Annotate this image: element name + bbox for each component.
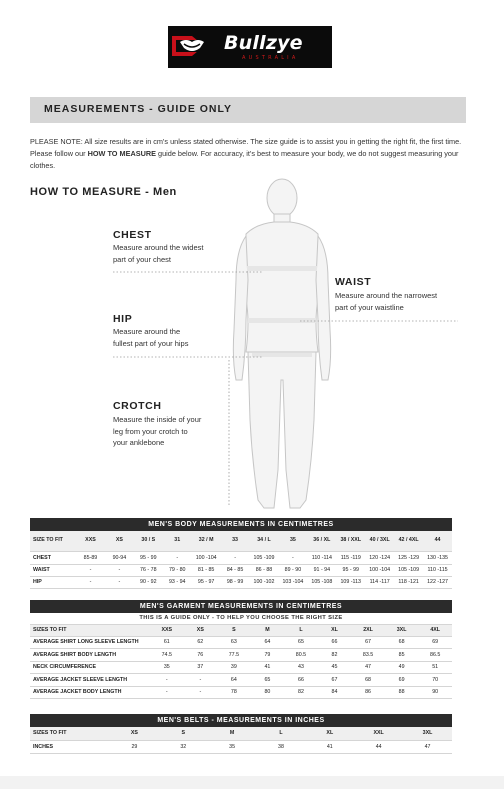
table-cell: 103 -104 xyxy=(278,576,307,588)
table-cell: 90 - 92 xyxy=(134,576,163,588)
table-cell: 70 xyxy=(418,674,452,687)
table-row xyxy=(30,551,452,564)
table-cell: 64 xyxy=(251,636,285,649)
table-cell: 95 - 99 xyxy=(336,564,365,576)
table-cell: 110 -115 xyxy=(423,564,452,576)
banner-title: MEASUREMENTS - GUIDE ONLY xyxy=(44,103,232,115)
table-cell: 64 xyxy=(217,674,251,687)
table-cell: 78 xyxy=(217,686,251,699)
table-cell: 86 - 88 xyxy=(250,564,279,576)
hip-desc-line2: fullest part of your hips xyxy=(113,338,189,348)
brand-sub: AUSTRALIA xyxy=(242,55,299,61)
row-label: NECK CIRCUMFERENCE xyxy=(30,661,150,674)
table-cell: 105 -108 xyxy=(307,576,336,588)
garment-table-subtitle: THIS IS A GUIDE ONLY - TO HELP YOU CHOOSE THE RIGHT SIZE xyxy=(30,613,452,624)
garment-header-cell: SIZES TO FIT xyxy=(30,624,150,636)
page-footer-band xyxy=(0,776,504,789)
crotch-desc-line2: leg from your crotch to xyxy=(113,426,188,436)
garment-header-cell: M xyxy=(251,624,285,636)
table-cell: 100 -104 xyxy=(192,551,221,564)
table-cell: 49 xyxy=(385,661,419,674)
table-cell: 122 -127 xyxy=(423,576,452,588)
hip-desc xyxy=(113,326,188,349)
table-cell: 68 xyxy=(351,674,385,687)
table-row xyxy=(30,564,452,576)
garment-header-cell: 4XL xyxy=(418,624,452,636)
belts-header-cell: XXL xyxy=(354,727,403,740)
table-row xyxy=(30,674,452,687)
chest-desc-line2: part of your chest xyxy=(113,254,171,264)
table-cell: 76 - 78 xyxy=(134,564,163,576)
body-header-cell: XXS xyxy=(76,531,105,551)
table-cell: 84 - 85 xyxy=(221,564,250,576)
belts-header-cell: XL xyxy=(305,727,354,740)
row-label: CHEST xyxy=(30,551,76,564)
note-part2: guide below. For accuracy, it's best to measure your body, we do not suggest measuring your clothes. xyxy=(30,149,459,170)
garment-header-cell: S xyxy=(217,624,251,636)
body-header-cell: 35 xyxy=(278,531,307,551)
table-cell: 41 xyxy=(251,661,285,674)
table-cell: 80.5 xyxy=(284,649,318,662)
chest-desc xyxy=(113,242,203,265)
table-cell: 105 -109 xyxy=(394,564,423,576)
row-label: HIP xyxy=(30,576,76,588)
body-header-cell: 32 / M xyxy=(192,531,221,551)
waist-desc-line2: part of your waistline xyxy=(335,302,404,312)
waist-desc xyxy=(335,290,437,313)
body-measurements-table xyxy=(30,518,452,589)
table-cell: 79 xyxy=(251,649,285,662)
table-cell: 66 xyxy=(318,636,352,649)
table-cell: 120 -124 xyxy=(365,551,394,564)
belts-measurements-table xyxy=(30,714,452,754)
table-row xyxy=(30,686,452,699)
body-header-cell: 30 / S xyxy=(134,531,163,551)
table-row xyxy=(30,576,452,588)
garment-header-cell: L xyxy=(284,624,318,636)
body-header-cell: 42 / 4XL xyxy=(394,531,423,551)
body-header-cell: SIZE TO FIT xyxy=(30,531,76,551)
table-cell: 130 -135 xyxy=(423,551,452,564)
table-cell: 44 xyxy=(354,740,403,753)
row-label: INCHES xyxy=(30,740,110,753)
table-cell: 66 xyxy=(284,674,318,687)
table-cell: - xyxy=(221,551,250,564)
body-header-cell: 33 xyxy=(221,531,250,551)
garment-header-cell: 2XL xyxy=(351,624,385,636)
garment-header-cell: XL xyxy=(318,624,352,636)
table-cell: 65 xyxy=(251,674,285,687)
body-header-cell: 40 / 3XL xyxy=(365,531,394,551)
table-cell: 68 xyxy=(385,636,419,649)
garment-header-cell: XS xyxy=(184,624,218,636)
table-cell: 45 xyxy=(318,661,352,674)
row-label: AVERAGE SHIRT LONG SLEEVE LENGTH xyxy=(30,636,150,649)
note-emphasis: HOW TO MEASURE xyxy=(87,149,156,158)
table-cell: 98 - 99 xyxy=(221,576,250,588)
body-header-cell: 31 xyxy=(163,531,192,551)
table-cell: 85 xyxy=(385,649,419,662)
table-cell: 29 xyxy=(110,740,159,753)
belts-header-cell: L xyxy=(257,727,306,740)
body-header-cell: 38 / XXL xyxy=(336,531,365,551)
garment-header-cell: XXS xyxy=(150,624,184,636)
table-cell: 91 - 94 xyxy=(307,564,336,576)
table-cell: 51 xyxy=(418,661,452,674)
waist-title: WAIST xyxy=(335,276,372,288)
table-cell: 77.5 xyxy=(217,649,251,662)
table-row xyxy=(30,740,452,753)
body-table-title: MEN'S BODY MEASUREMENTS IN CENTIMETRES xyxy=(30,518,452,531)
table-cell: - xyxy=(105,564,134,576)
table-cell: - xyxy=(76,576,105,588)
table-cell: 69 xyxy=(418,636,452,649)
garment-header-cell: 3XL xyxy=(385,624,419,636)
table-cell: 67 xyxy=(318,674,352,687)
table-cell: 63 xyxy=(217,636,251,649)
table-cell: 95 - 99 xyxy=(134,551,163,564)
belts-header-cell: S xyxy=(159,727,208,740)
table-cell: 35 xyxy=(150,661,184,674)
how-to-measure-title: HOW TO MEASURE - Men xyxy=(30,186,177,198)
table-cell: 114 -117 xyxy=(365,576,394,588)
row-label: AVERAGE JACKET SLEEVE LENGTH xyxy=(30,674,150,687)
table-cell: 47 xyxy=(351,661,385,674)
table-cell: 32 xyxy=(159,740,208,753)
table-cell: 41 xyxy=(305,740,354,753)
table-cell: 67 xyxy=(351,636,385,649)
table-cell: 90-94 xyxy=(105,551,134,564)
table-row xyxy=(30,636,452,649)
crotch-desc xyxy=(113,414,201,449)
crotch-title: CROTCH xyxy=(113,400,162,412)
table-cell: 89 - 90 xyxy=(278,564,307,576)
table-cell: 43 xyxy=(284,661,318,674)
crotch-desc-line1: Measure the inside of your xyxy=(113,415,202,424)
table-cell: 80 xyxy=(251,686,285,699)
table-cell: - xyxy=(184,674,218,687)
table-cell: - xyxy=(105,576,134,588)
note-part1: PLEASE NOTE: All size results are in cm's unless stated otherwise. The size guide is to assist you in getting the right fit, the first time. Please follow our xyxy=(30,137,462,158)
belts-header-cell: SIZES TO FIT xyxy=(30,727,110,740)
table-cell: 118 -121 xyxy=(394,576,423,588)
hip-title: HIP xyxy=(113,313,133,325)
table-cell: 90 xyxy=(418,686,452,699)
table-cell: 69 xyxy=(385,674,419,687)
belts-header-cell: XS xyxy=(110,727,159,740)
table-cell: - xyxy=(150,674,184,687)
row-label: AVERAGE JACKET BODY LENGTH xyxy=(30,686,150,699)
chest-title: CHEST xyxy=(113,229,152,241)
table-cell: 83.5 xyxy=(351,649,385,662)
waist-desc-line1: Measure around the narrowest xyxy=(335,291,438,300)
body-header-cell: XS xyxy=(105,531,134,551)
table-cell: 86.5 xyxy=(418,649,452,662)
belts-table-title: MEN'S BELTS - MEASUREMENTS IN INCHES xyxy=(30,714,452,727)
table-cell: 109 -113 xyxy=(336,576,365,588)
table-cell: - xyxy=(184,686,218,699)
row-label: WAIST xyxy=(30,564,76,576)
table-cell: 105 -109 xyxy=(250,551,279,564)
table-cell: - xyxy=(163,551,192,564)
table-cell: 85-89 xyxy=(76,551,105,564)
brand-name: Bullzye xyxy=(224,32,303,54)
garment-measurements-table xyxy=(30,600,452,699)
table-cell: 65 xyxy=(284,636,318,649)
table-row xyxy=(30,661,452,674)
body-header-cell: 34 / L xyxy=(250,531,279,551)
garment-table-title: MEN'S GARMENT MEASUREMENTS IN CENTIMETRES xyxy=(30,600,452,613)
table-cell: - xyxy=(150,686,184,699)
table-cell: 61 xyxy=(150,636,184,649)
table-cell: 93 - 94 xyxy=(163,576,192,588)
hip-desc-line1: Measure around the xyxy=(113,327,181,336)
table-cell: 125 -129 xyxy=(394,551,423,564)
table-cell: 79 - 80 xyxy=(163,564,192,576)
row-label: AVERAGE SHIRT BODY LENGTH xyxy=(30,649,150,662)
table-cell: - xyxy=(76,564,105,576)
table-cell: 95 - 97 xyxy=(192,576,221,588)
table-cell: - xyxy=(278,551,307,564)
table-cell: 110 -114 xyxy=(307,551,336,564)
belts-header-cell: M xyxy=(208,727,257,740)
table-cell: 100 -104 xyxy=(365,564,394,576)
body-header-cell: 44 xyxy=(423,531,452,551)
table-cell: 74.5 xyxy=(150,649,184,662)
table-cell: 86 xyxy=(351,686,385,699)
table-cell: 82 xyxy=(284,686,318,699)
table-cell: 88 xyxy=(385,686,419,699)
chest-desc-line1: Measure around the widest xyxy=(113,243,204,252)
table-cell: 62 xyxy=(184,636,218,649)
table-cell: 100 -102 xyxy=(250,576,279,588)
table-cell: 39 xyxy=(217,661,251,674)
table-cell: 84 xyxy=(318,686,352,699)
belts-header-cell: 3XL xyxy=(403,727,452,740)
table-cell: 37 xyxy=(184,661,218,674)
table-cell: 47 xyxy=(403,740,452,753)
table-cell: 38 xyxy=(257,740,306,753)
body-header-cell: 36 / XL xyxy=(307,531,336,551)
table-cell: 76 xyxy=(184,649,218,662)
table-cell: 82 xyxy=(318,649,352,662)
table-cell: 81 - 85 xyxy=(192,564,221,576)
table-cell: 35 xyxy=(208,740,257,753)
table-row xyxy=(30,649,452,662)
table-cell: 115 -119 xyxy=(336,551,365,564)
crotch-desc-line3: your anklebone xyxy=(113,438,165,447)
